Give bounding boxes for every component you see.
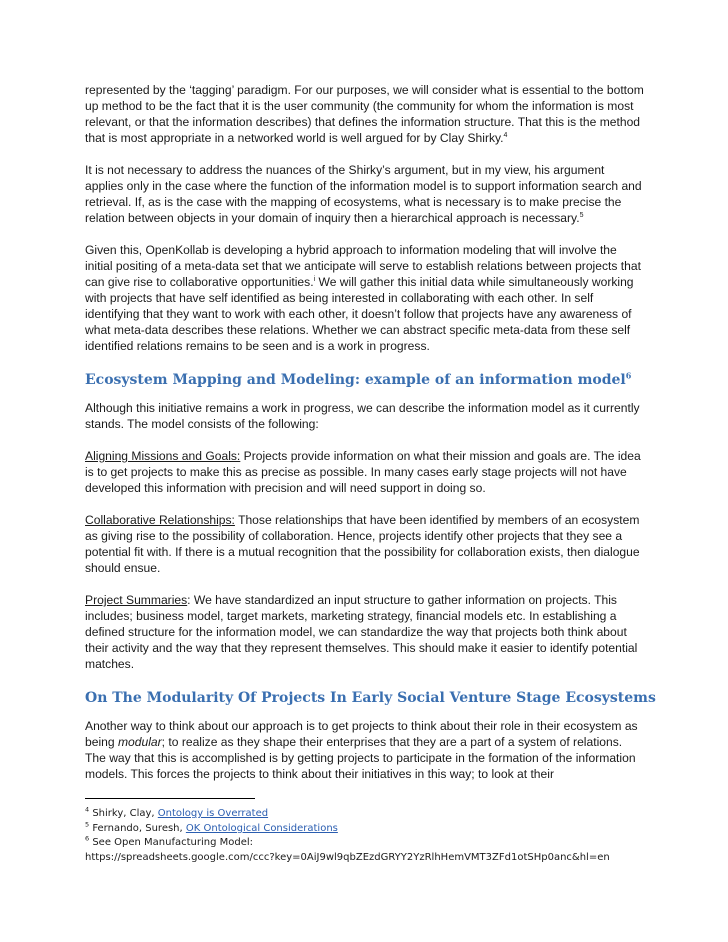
- footnote-text: See Open Manufacturing Model:: [89, 837, 254, 848]
- footnote-number: 5: [85, 820, 90, 829]
- emphasis: modular: [117, 735, 162, 749]
- paragraph-model-intro: Although this initiative remains a work in progress, we can describe the information model as it currently stands. The model consists of the following:: [85, 401, 640, 431]
- footnote-ref[interactable]: 5: [579, 211, 584, 219]
- paragraph-project-summaries: [85, 592, 645, 672]
- document-page: [85, 82, 656, 865]
- footnote-text: Fernando, Suresh,: [89, 822, 186, 834]
- footnote-6: [85, 836, 645, 851]
- footnote-4: [85, 807, 645, 822]
- paragraph-text: We will gather this initial data while simultaneously working with projects that have self identified as being interested in collaborating with each other. In self identifying that they want to work with each other, it doesn’t follow that projects have any awareness of what meta-data describes these relations. Whether we can abstract specific meta-data from these self identified relations remains to be seen and is a work in progress.: [85, 275, 634, 353]
- paragraph-text: : We have standardized an input structure to gather information on projects. This includes; business model, target markets, marketing strategy, financial models etc. In establishing a defined structure for the information model, we can standardize the way that projects both think about their activity and the way that they represent themselves. This should make it easier to identify potential matches.: [85, 593, 638, 671]
- paragraph-tagging: [85, 82, 645, 146]
- paragraph-text: Given this, OpenKollab is developing a hybrid approach to information modeling that will involve the initial positing of a meta-data set that we anticipate will serve to establish relations between projects that can give rise to collaborative opportunities.: [85, 243, 641, 289]
- footnote-text: Shirky, Clay,: [89, 808, 158, 819]
- footnote-url[interactable]: https://spreadsheets.google.com/ccc?key=0AiJ9wl9qbZEzdGRYY2YzRlhHemVMT3ZFd1otSHp0anc&hl=en: [85, 851, 610, 863]
- paragraph-modularity: [85, 718, 645, 782]
- paragraph-hybrid-approach: [85, 242, 645, 354]
- paragraph-text: represented by the ‘tagging’ paradigm. For our purposes, we will consider what is essential to the bottom up method to be the fact that it is the user community (the community for whom the information is most relevant, or that the information describes) that defines the information structure. That this is the method that is most appropriate in a networked world is well argued for by Clay Shirky.: [85, 83, 644, 145]
- section-heading-modularity: On The Modularity Of Projects In Early Social Venture Stage Ecosystems: [85, 690, 656, 706]
- paragraph-text: Projects provide information on what their mission and goals are. The idea is to get projects to make this as precise as possible. In many cases early stage projects will not have developed this information with precision and will need support in doing so.: [85, 449, 641, 495]
- endnote-ref[interactable]: i: [313, 275, 316, 283]
- paragraph-text: Another way to think about our approach is to get projects to think about their role in their ecosystem as being: [85, 719, 638, 749]
- footnote-link[interactable]: OK Ontological Considerations: [185, 822, 338, 834]
- footnote-link[interactable]: Ontology is Overrated: [157, 808, 269, 819]
- paragraph-missions-goals: [85, 448, 645, 496]
- paragraph-collaborative-relationships: [85, 512, 645, 576]
- term-label: Aligning Missions and Goals:: [85, 449, 241, 463]
- paragraph-text: ; to realize as they shape their enterprises that they are a part of a system of relations. The way that this is accomplished is by getting projects to participate in the formation of the information models. This forces the projects to think about their initiatives in this way; to look at their: [85, 735, 636, 781]
- footnote-separator: [85, 798, 255, 799]
- paragraph-text: It is not necessary to address the nuances of the Shirky’s argument, but in my view, his argument applies only in the case where the function of the information model is to support information search and retrieval. If, as is the case with the mapping of ecosystems, what is necessary is to make precise the relation between objects in your domain of inquiry then a hierarchical approach is necessary.: [85, 163, 642, 225]
- footnote-ref[interactable]: 6: [625, 370, 632, 381]
- section-heading-ecosystem-mapping: [85, 370, 645, 390]
- term-label: Collaborative Relationships:: [85, 513, 235, 527]
- footnote-number: 6: [85, 834, 90, 843]
- footnote-number: 4: [85, 805, 90, 814]
- paragraph-text: Those relationships that have been identified by members of an ecosystem as giving rise to the possibility of collaboration. Hence, projects identify other projects that they see a potential fit with. If there is a mutual recognition that the possibility for collaboration exists, then dialogue should ensue.: [85, 513, 640, 575]
- heading-text: Ecosystem Mapping and Modeling: example of an information model: [85, 372, 626, 388]
- footnote-ref[interactable]: 4: [503, 131, 508, 139]
- term-label: Project Summaries: [85, 593, 188, 607]
- paragraph-shirky: [85, 162, 645, 226]
- footnote-5: [85, 822, 645, 837]
